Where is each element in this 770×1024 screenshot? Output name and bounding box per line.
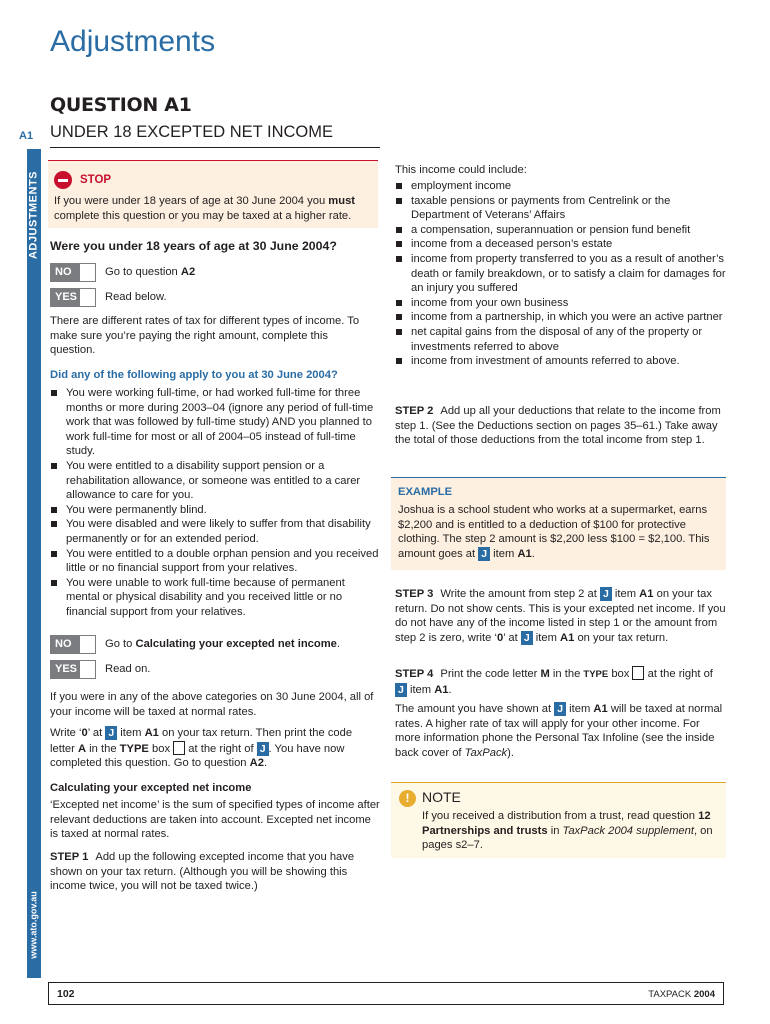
step4-type: TYPE <box>583 669 609 680</box>
calc-paragraph: ‘Excepted net income’ is the sum of specified types of income after relevant deductions are taken into account. Excepted net income is taxed at normal rates. <box>50 799 380 841</box>
write-text-5: in the <box>86 742 120 755</box>
note-text-b: in <box>547 824 563 837</box>
page-footer <box>48 982 724 1005</box>
list-item: income from a deceased person’s estate <box>395 237 728 252</box>
label-j-box: J <box>395 683 407 697</box>
example-a1: A1 <box>517 547 532 560</box>
final-text-a: The amount you have shown at <box>395 703 555 715</box>
step2 <box>395 404 727 448</box>
step3-a1-second: A1 <box>560 631 575 644</box>
list-item: You were disabled and were likely to suffer from that disability permanently or for an extended period. <box>50 517 380 546</box>
list-item: You were unable to work full-time because of permanent mental or physical disability and you received little or no financial support from your relatives. <box>50 576 380 620</box>
footer-brand-b: 2004 <box>693 989 715 1000</box>
page-number: 102 <box>57 988 75 1000</box>
note-italic: TaxPack 2004 supplement <box>562 824 694 837</box>
step3-text-f: on your tax return. <box>574 631 669 644</box>
example-box <box>391 477 726 570</box>
step1-text: Add up the following excepted income that you have shown on your tax return. (Although you will be showing this income twice, you will not be taxed twice.) <box>50 851 355 893</box>
q1-yes-tag: YES <box>50 288 79 307</box>
page-title: Adjustments <box>50 25 216 58</box>
write-text-7: at the right of <box>185 742 257 755</box>
example-end: . <box>531 547 535 560</box>
step3-text-a: Write the amount from step 2 at <box>440 588 600 600</box>
list-item: You were entitled to a double orphan pension and you received little or no financial support from your relatives. <box>50 547 380 576</box>
list-item: taxable pensions or payments from Centrelink or the Department of Veterans’ Affairs <box>395 194 728 223</box>
q1-no-row <box>50 263 195 282</box>
question-marker: A1 <box>19 130 34 142</box>
write-type: TYPE <box>119 742 149 755</box>
label-j-box: J <box>554 702 566 716</box>
stop-label: STOP <box>80 174 112 186</box>
q2-no-row <box>50 635 340 654</box>
note-box <box>391 782 726 858</box>
stop-text <box>54 194 374 223</box>
list-item: income from a partnership, in which you were an active partner <box>395 310 728 325</box>
step4-text-c: box <box>608 668 633 680</box>
step4-text-d: at the right of <box>644 668 713 680</box>
step4-text-a: Print the code letter <box>440 668 541 680</box>
write-text-4: on your tax return. Then print the code letter <box>50 727 353 755</box>
list-item: You were permanently blind. <box>50 503 380 518</box>
question-title: QUESTION A1 <box>50 94 192 116</box>
q1-yes-row <box>50 288 167 307</box>
list-item: income from investment of amounts referred to above. <box>395 354 728 369</box>
step1-label: STEP 1 <box>50 851 89 863</box>
example-item: item <box>490 547 518 560</box>
q2-yes-row <box>50 660 150 679</box>
write-zero: 0 <box>81 727 88 739</box>
step2-text: Add up all your deductions that relate to the income from step 1. (See the Deductions section on pages 35–61.) Take away the total of those deductions from the total income from step 1. <box>395 405 721 447</box>
final-paragraph <box>395 702 727 760</box>
q1-yes-text: Read below. <box>105 291 167 304</box>
q2-yes-checkbox[interactable] <box>79 660 96 679</box>
q2-yes-tag: YES <box>50 660 79 679</box>
side-url <box>27 880 41 970</box>
side-bar <box>27 149 41 978</box>
calc-heading: Calculating your excepted net income <box>50 782 252 794</box>
stop-text-post: complete this question or you may be taxed at a higher rate. <box>54 209 352 222</box>
step4-label: STEP 4 <box>395 668 434 680</box>
final-taxpack: TaxPack <box>464 746 508 759</box>
step4-text-e: item <box>406 683 435 696</box>
example-text <box>398 503 723 561</box>
list-item: income from your own business <box>395 296 728 311</box>
write-text-6: box <box>148 742 174 755</box>
q2-no-label: Go to <box>105 638 136 651</box>
stop-text-bold: must <box>328 195 356 207</box>
write-text-8: . You have now completed this question. Go to question <box>50 742 345 770</box>
note-label: NOTE <box>422 789 461 805</box>
write-text-3: item <box>117 727 145 739</box>
step3 <box>395 587 727 645</box>
list-item: income from property transferred to you as a result of another’s death or family breakdown, or to satisfy a claim for damages for an injury you suffered <box>395 252 728 296</box>
q2-paragraph: If you were in any of the above categories on 30 June 2004, all of your income will be taxed at normal rates. <box>50 691 374 718</box>
label-j-box: J <box>600 587 612 601</box>
footer-brand-a: TAXPACK <box>648 989 694 1000</box>
side-section-label <box>27 160 41 270</box>
side-url-text: www.ato.gov.au <box>28 891 39 959</box>
stop-icon <box>54 171 72 189</box>
list-item: net capital gains from the disposal of any of the property or investments referred to above <box>395 325 728 354</box>
question-subtitle: UNDER 18 EXCEPTED NET INCOME <box>50 123 333 141</box>
step3-label: STEP 3 <box>395 588 434 600</box>
q1-no-text <box>105 265 195 280</box>
step4-text-b: in the <box>549 668 584 680</box>
write-instructions <box>50 726 380 771</box>
write-text-2: ’ at <box>87 727 106 739</box>
footer-brand <box>648 988 715 1003</box>
stop-text-pre: If you were under 18 years of age at 30 June 2004 you <box>54 195 329 207</box>
q2-no-tag: NO <box>50 635 79 654</box>
q1-yes-checkbox[interactable] <box>79 288 96 307</box>
step3-text-c: on your tax return. Do not show cents. This is your excepted net income. If you do not have any of the income listed in step 1 or the amount from step 2 is zero, write ‘ <box>395 588 726 644</box>
example-body: Joshua is a school student who works at a supermarket, earns $2,200 and is entitled to a deduction of $100 for protective clothing. The step 2 amount is $2,200 less $100 = $2,100. This amount goes at <box>398 504 710 560</box>
list-item: You were entitled to a disability support pension or a rehabilitation allowance, or someone was entitled to a carer allowance to care for you. <box>50 459 380 503</box>
label-j-box: J <box>521 631 533 645</box>
q2-yes-text: Read on. <box>105 663 151 676</box>
step1 <box>50 850 380 894</box>
final-a1: A1 <box>593 703 608 715</box>
write-letter-a: A <box>77 742 87 755</box>
step4-text-f: . <box>448 683 452 696</box>
type-box <box>173 741 185 755</box>
q1-no-checkbox[interactable] <box>79 263 96 282</box>
q1-no-ref: A2 <box>180 266 196 279</box>
income-bullet-list <box>395 179 728 369</box>
write-a1: A1 <box>144 727 159 739</box>
title-rule <box>50 147 380 148</box>
step3-a1: A1 <box>639 588 654 600</box>
example-label: EXAMPLE <box>398 486 453 498</box>
write-text-9: . <box>263 757 268 770</box>
note-text <box>422 809 722 853</box>
final-text-c: will be taxed at normal rates. A higher rate of tax will apply for your other income. For more information phone the Personal Tax Infoline (see the inside back cover of <box>395 703 723 759</box>
list-item: a compensation, superannuation or pension fund benefit <box>395 223 728 238</box>
write-a2: A2 <box>249 757 264 770</box>
stop-box <box>48 160 378 228</box>
q2-no-ref: Calculating your excepted net income <box>135 638 337 651</box>
note-text-c: , on pages s2–7. <box>422 824 713 852</box>
label-j-box: J <box>478 547 490 561</box>
step4-m: M <box>540 668 550 680</box>
step2-label: STEP 2 <box>395 405 434 417</box>
step3-zero: 0 <box>496 631 504 644</box>
list-item: You were working full-time, or had worked full-time for three months or more during 2003–04 (ignore any period of full-time work that was followed by full-time study) AND you planned to work full-time for most or all of 2004–05 instead of full-time study. <box>50 386 380 459</box>
final-text-b: item <box>566 703 594 715</box>
q1-paragraph: There are different rates of tax for different types of income. To make sure you’re paying the right amount, complete this question. <box>50 315 360 357</box>
step3-text-e: item <box>532 631 561 644</box>
q2-no-checkbox[interactable] <box>79 635 96 654</box>
q1-heading: Were you under 18 years of age at 30 June 2004? <box>50 239 337 253</box>
label-j-box: J <box>105 726 117 740</box>
q2-bullet-list <box>50 386 380 620</box>
step3-text-d: ’ at <box>503 631 521 644</box>
step3-text-b: item <box>611 588 640 600</box>
step4 <box>395 666 727 697</box>
note-text-a: If you received a distribution from a trust, read question <box>422 810 699 822</box>
type-box <box>632 666 644 680</box>
q2-heading: Did any of the following apply to you at 30 June 2004? <box>50 369 338 381</box>
q1-no-label: Go to question <box>105 266 181 279</box>
q2-no-text: Go to Calculating your excepted net income. <box>105 638 341 651</box>
step4-a1: A1 <box>434 683 449 696</box>
q1-no-tag: NO <box>50 263 79 282</box>
note-bold: 12 Partnerships and trusts <box>422 810 711 837</box>
final-text-d: ). <box>507 746 514 759</box>
exclamation-icon: ! <box>399 790 416 807</box>
label-j-box: J <box>257 742 269 756</box>
income-intro: This income could include: <box>395 164 527 176</box>
list-item: employment income <box>395 179 728 194</box>
side-section-text: ADJUSTMENTS <box>27 170 40 260</box>
write-text-1: Write ‘ <box>50 727 82 739</box>
